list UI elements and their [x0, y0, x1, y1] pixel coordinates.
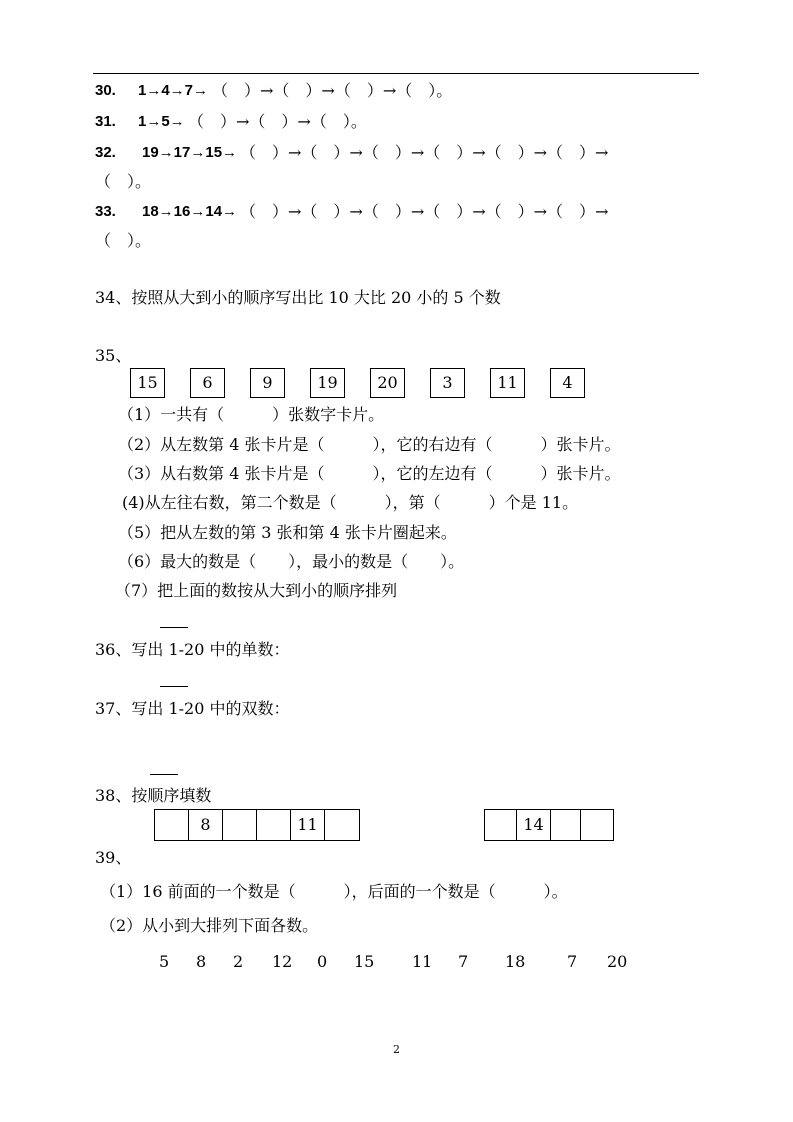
q32-number: 32.	[95, 144, 116, 161]
number-to-sort: 20	[607, 952, 628, 971]
q30-sequence: 1→4→7→	[138, 82, 209, 99]
number-to-sort: 0	[317, 952, 328, 971]
number-card: 19	[310, 368, 345, 398]
number-to-sort: 12	[272, 952, 293, 971]
page-number: 2	[393, 1043, 400, 1056]
q33-blanks-continued: （ ）。	[95, 231, 152, 250]
q33-sequence: 18→16→14→	[142, 203, 238, 220]
number-to-sort: 8	[196, 952, 207, 971]
number-card: 9	[250, 368, 285, 398]
q35-item-3: （3）从右数第 4 张卡片是（ ），它的左边有（ ）张卡片。	[118, 464, 621, 483]
q35-item-4: (4)从左往右数，第二个数是（ ），第（ ）个是 11。	[122, 493, 579, 512]
sequence-cell: 11	[291, 810, 325, 840]
number-to-sort: 18	[505, 952, 526, 971]
q31-sequence: 1→5→	[138, 113, 185, 130]
q30-number: 30.	[95, 82, 116, 99]
number-card: 20	[370, 368, 405, 398]
q35-item-1: （1）一共有（ ）张数字卡片。	[118, 405, 385, 424]
q37-question: 37、写出 1-20 中的双数：	[95, 699, 290, 718]
q38-label: 38、按顺序填数	[95, 786, 212, 805]
q36-question: 36、写出 1-20 中的单数：	[95, 640, 290, 659]
sequence-cell[interactable]	[581, 810, 613, 840]
sequence-cell[interactable]	[551, 810, 581, 840]
number-card: 15	[130, 368, 165, 398]
number-to-sort: 7	[458, 952, 469, 971]
q39-item-2: （2）从小到大排列下面各数。	[100, 916, 319, 935]
sequence-cell[interactable]	[223, 810, 257, 840]
q32-blanks-continued: （ ）。	[95, 172, 152, 191]
number-to-sort: 11	[412, 952, 433, 971]
q35-item-6: （6）最大的数是（ ），最小的数是（ ）。	[118, 552, 465, 571]
q35-number: 35、	[95, 346, 132, 365]
number-sequence-boxes-2	[484, 809, 614, 841]
number-to-sort: 5	[159, 952, 170, 971]
number-card: 4	[550, 368, 585, 398]
answer-line	[150, 774, 178, 775]
sequence-cell[interactable]	[257, 810, 291, 840]
q35-item-7: （7）把上面的数按从大到小的顺序排列	[115, 581, 398, 600]
number-to-sort: 2	[233, 952, 244, 971]
q32-blanks: （ ）→（ ）→（ ）→（ ）→（ ）→（ ）→	[240, 143, 609, 162]
number-sequence-boxes-1	[154, 809, 360, 841]
sequence-cell[interactable]	[155, 810, 189, 840]
q31-number: 31.	[95, 113, 116, 130]
header-rule	[93, 73, 699, 74]
q31-blanks: （ ）→（ ）→（ ）。	[188, 112, 367, 131]
q33-blanks: （ ）→（ ）→（ ）→（ ）→（ ）→（ ）→	[240, 202, 609, 221]
answer-line	[160, 686, 188, 687]
q34-question: 34、按照从大到小的顺序写出比 10 大比 20 小的 5 个数	[95, 288, 501, 307]
number-to-sort: 15	[354, 952, 375, 971]
sequence-cell: 8	[189, 810, 223, 840]
sequence-cell: 14	[517, 810, 551, 840]
answer-line	[160, 627, 188, 628]
number-to-sort: 7	[567, 952, 578, 971]
q35-item-2: （2）从左数第 4 张卡片是（ ），它的右边有（ ）张卡片。	[118, 435, 621, 454]
q35-item-5: （5）把从左数的第 3 张和第 4 张卡片圈起来。	[118, 523, 457, 542]
q30-blanks: （ ）→（ ）→（ ）→（ ）。	[212, 81, 453, 100]
sequence-cell[interactable]	[325, 810, 359, 840]
q39-item-1: （1）16 前面的一个数是（ ），后面的一个数是（ ）。	[100, 882, 568, 901]
q33-number: 33.	[95, 203, 116, 220]
q39-number: 39、	[95, 848, 132, 867]
q32-sequence: 19→17→15→	[142, 144, 238, 161]
number-card: 6	[190, 368, 225, 398]
number-card: 3	[430, 368, 465, 398]
number-card: 11	[490, 368, 525, 398]
sequence-cell[interactable]	[485, 810, 517, 840]
